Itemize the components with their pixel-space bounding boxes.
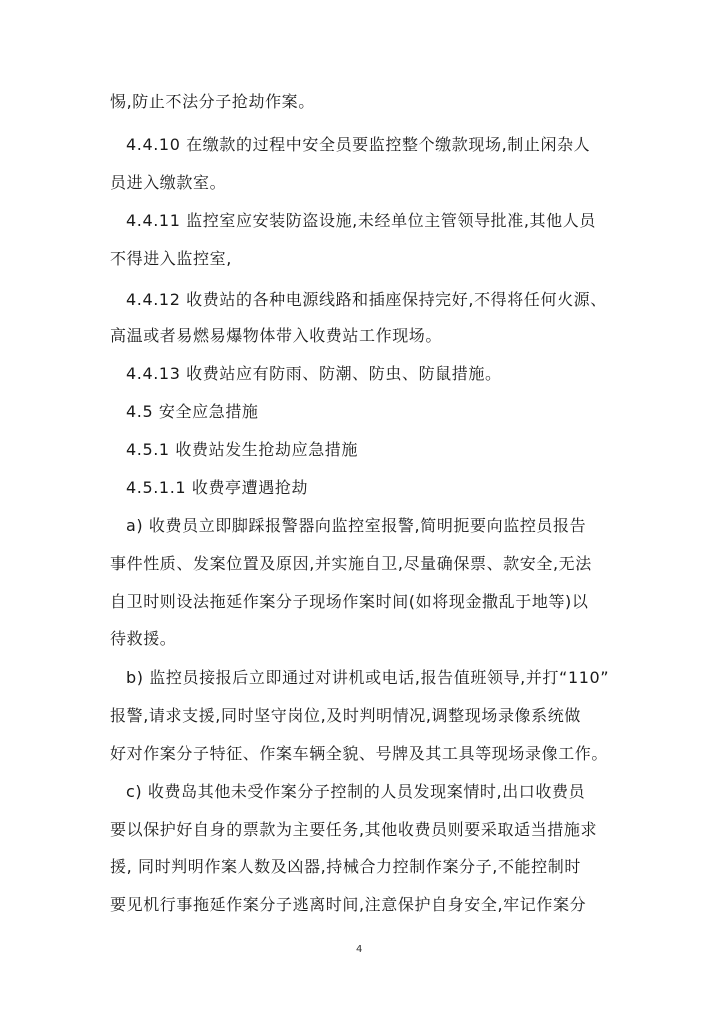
text-line: a) 收费员立即脚踩报警器向监控室报警,简明扼要向监控员报告 (126, 516, 587, 535)
text-line: 4.4.11 监控室应安装防盗设施,未经单位主管领导批准,其他人员 (126, 211, 596, 230)
text-line: 自卫时则设法拖延作案分子现场作案时间(如将现金撒乱于地等)以 (110, 592, 589, 611)
text-line: 高温或者易燃易爆物体带入收费站工作现场。 (110, 326, 443, 345)
text-line: 要以保护好自身的票款为主要任务,其他收费员则要采取适当措施求 (110, 820, 598, 839)
text-line: c) 收费岛其他未受作案分子控制的人员发现案情时,出口收费员 (126, 782, 586, 801)
text-line: 待救援。 (110, 629, 177, 648)
section-heading: 4.5.1 收费站发生抢劫应急措施 (126, 440, 358, 459)
text-line: 4.4.10 在缴款的过程中安全员要监控整个缴款现场,制止闲杂人 (126, 135, 591, 154)
text-line: 事件性质、发案位置及原因,并实施自卫,尽量确保票、款安全,无法 (110, 554, 592, 573)
text-line: b) 监控员接报后立即通过对讲机或电话,报告值班领导,并打“110” (126, 668, 610, 687)
text-line: 4.4.12 收费站的各种电源线路和插座保持完好,不得将任何火源、 (126, 290, 607, 309)
text-line: 好对作案分子特征、作案车辆全貌、号牌及其工具等现场录像工作。 (110, 744, 609, 763)
section-heading: 4.5 安全应急措施 (126, 402, 259, 421)
text-line: 员进入缴款室。 (110, 173, 227, 192)
text-line: 不得进入监控室, (110, 249, 232, 268)
section-heading: 4.5.1.1 收费亭遭遇抢劫 (126, 478, 309, 497)
text-line: 4.4.13 收费站应有防雨、防潮、防虫、防鼠措施。 (126, 364, 502, 383)
page-number: 4 (356, 944, 363, 955)
text-line: 惕,防止不法分子抢劫作案。 (110, 92, 315, 111)
text-line: 要见机行事拖延作案分子逃离时间,注意保护自身安全,牢记作案分 (110, 895, 587, 914)
text-line: 报警,请求支援,同时坚守岗位,及时判明情况,调整现场录像系统做 (110, 706, 581, 725)
text-line: 援, 同时判明作案人数及凶器,持械合力控制作案分子,不能控制时 (110, 857, 581, 876)
